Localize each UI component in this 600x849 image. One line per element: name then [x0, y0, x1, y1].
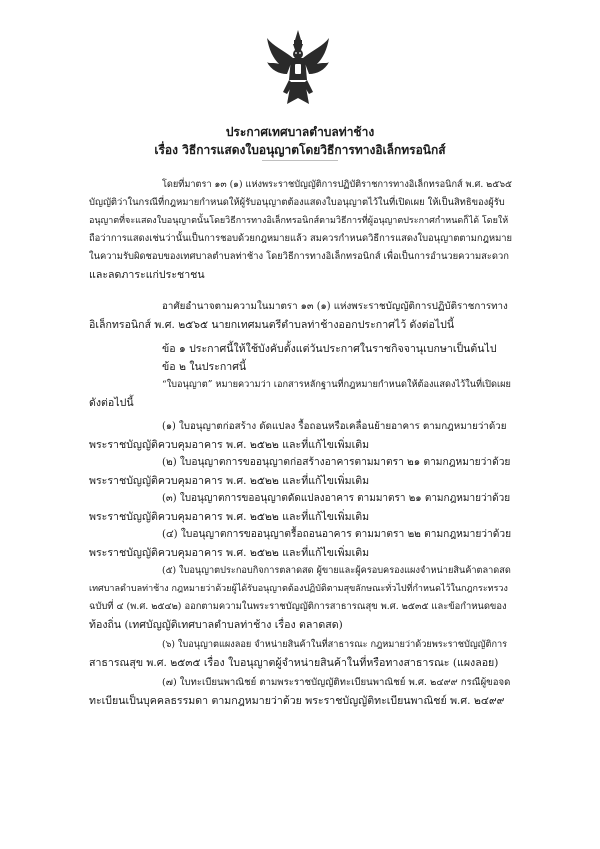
list-item-line: (๓) ใบอนุญาตการขออนุญาตดัดแปลงอาคาร ตามมาตรา ๒๑ ตามกฎหมายว่าด้วย — [162, 493, 511, 504]
preamble-line: และลดภาระแก่ประชาชน — [89, 269, 205, 281]
list-item-line: (๕) ใบอนุญาตประกอบกิจการตลาดสด ผู้ขายและผู้ครอบครองแผงจำหน่ายสินค้าตลาดสด — [162, 565, 511, 576]
list-item-line: ฉบับที่ ๔ (พ.ศ. ๒๕๔๒) ออกตามความในพระราชบัญญัติการสาธารณสุข พ.ศ. ๒๕๓๕ และข้อกำหนดของ — [89, 601, 507, 612]
preamble-line: อนุญาตที่จะแสดงใบอนุญาตนั้นโดยวิธีการทางอิเล็กทรอนิกส์ตามวิธีการที่ผู้อนุญาตประกาศกำหนดก็ได้ โดยให้ — [89, 216, 509, 226]
preamble-line: ในความรับผิดชอบของเทศบาลตำบลท่าช้าง โดยวิธีการทางอิเล็กทรอนิกส์ เพื่อเป็นการอำนวยความสะดวก — [89, 251, 509, 262]
list-item-line: (๖) ใบอนุญาตแผงลอย จำหน่ายสินค้าในที่สาธารณะ กฎหมายว่าด้วยพระราชบัญญัติการ — [162, 639, 508, 650]
list-item-line: (๒) ใบอนุญาตการขออนุญาตก่อสร้างอาคารตามมาตรา ๒๑ ตามกฎหมายว่าด้วย — [162, 457, 511, 468]
list-item-line: สาธารณสุข พ.ศ. ๒๕๓๕ เรื่อง ใบอนุญาตผู้จำหน่ายสินค้าในที่หรือทางสาธารณะ (แผงลอย) — [89, 657, 499, 669]
list-item-line: (๔) ใบอนุญาตการขออนุญาตรื้อถอนอาคาร ตามมาตรา ๒๒ ตามกฎหมายว่าด้วย — [162, 529, 512, 540]
title-divider — [262, 160, 338, 161]
preamble-line: ถือว่าการแสดงเช่นว่านั้นเป็นการชอบด้วยกฎหมายแล้ว สมควรกำหนดวิธีการแสดงใบอนุญาตตามกฎหมาย — [89, 233, 513, 244]
garuda-emblem-icon — [265, 28, 331, 110]
list-item-line: ทะเบียนเป็นบุคคลธรรมดา ตามกฎหมายว่าด้วย พระราชบัญญัติทะเบียนพาณิชย์ พ.ศ. ๒๔๙๙ — [89, 695, 505, 707]
authority-line: อิเล็กทรอนิกส์ พ.ศ. ๒๕๖๕ นายกเทศมนตรีตำบลท่าช้างออกประกาศไว้ ดังต่อไปนี้ — [89, 319, 455, 331]
clause-1: ข้อ ๑ ประกาศนี้ให้ใช้บังคับตั้งแต่วันประกาศในราชกิจจานุเบกษาเป็นต้นไป — [162, 343, 497, 355]
list-item-line: (๑) ใบอนุญาตก่อสร้าง ดัดแปลง รื้อถอนหรือเคลื่อนย้ายอาคาร ตามกฎหมายว่าด้วย — [162, 421, 507, 432]
list-item-line: เทศบาลตำบลท่าช้าง กฎหมายว่าด้วยผู้ได้รับอนุญาตต้องปฏิบัติตามสุขลักษณะทั่วไปที่กำหนดไว้ในกฎกระทรวง — [89, 584, 508, 594]
list-item-line: (๗) ใบทะเบียนพาณิชย์ ตามพระราชบัญญัติทะเบียนพาณิชย์ พ.ศ. ๒๔๙๙ กรณีผู้ขอจด — [162, 677, 511, 688]
definition-line: “ใบอนุญาต” หมายความว่า เอกสารหลักฐานที่กฎหมายกำหนดให้ต้องแสดงไว้ในที่เปิดเผย — [162, 379, 511, 390]
list-item-line: พระราชบัญญัติควบคุมอาคาร พ.ศ. ๒๕๒๒ และที่แก้ไขเพิ่มเติม — [89, 547, 370, 559]
clause-2: ข้อ ๒ ในประกาศนี้ — [162, 361, 247, 373]
document-title: ประกาศเทศบาลตำบลท่าช้าง — [225, 125, 375, 139]
preamble-line: บัญญัติว่าในกรณีที่กฎหมายกำหนดให้ผู้รับอนุญาตต้องแสดงใบอนุญาตไว้ในที่เปิดเผย ให้เป็นสิทธิของผู้รับ — [89, 197, 505, 208]
list-item-line: พระราชบัญญัติควบคุมอาคาร พ.ศ. ๒๕๒๒ และที่แก้ไขเพิ่มเติม — [89, 511, 370, 523]
list-item-line: ท้องถิ่น (เทศบัญญัติเทศบาลตำบลท่าช้าง เรื่อง ตลาดสด) — [89, 619, 343, 631]
list-item-line: พระราชบัญญัติควบคุมอาคาร พ.ศ. ๒๕๒๒ และที่แก้ไขเพิ่มเติม — [89, 439, 370, 451]
authority-line: อาศัยอำนาจตามความในมาตรา ๑๓ (๑) แห่งพระราชบัญญัติการปฏิบัติราชการทาง — [162, 301, 508, 312]
definition-line: ดังต่อไปนี้ — [89, 397, 134, 409]
document-subject: เรื่อง วิธีการแสดงใบอนุญาตโดยวิธีการทางอิเล็กทรอนิกส์ — [154, 143, 446, 157]
preamble-line: โดยที่มาตรา ๑๓ (๑) แห่งพระราชบัญญัติการปฏิบัติราชการทางอิเล็กทรอนิกส์ พ.ศ. ๒๕๖๕ — [162, 179, 512, 190]
list-item-line: พระราชบัญญัติควบคุมอาคาร พ.ศ. ๒๕๒๒ และที่แก้ไขเพิ่มเติม — [89, 475, 370, 487]
